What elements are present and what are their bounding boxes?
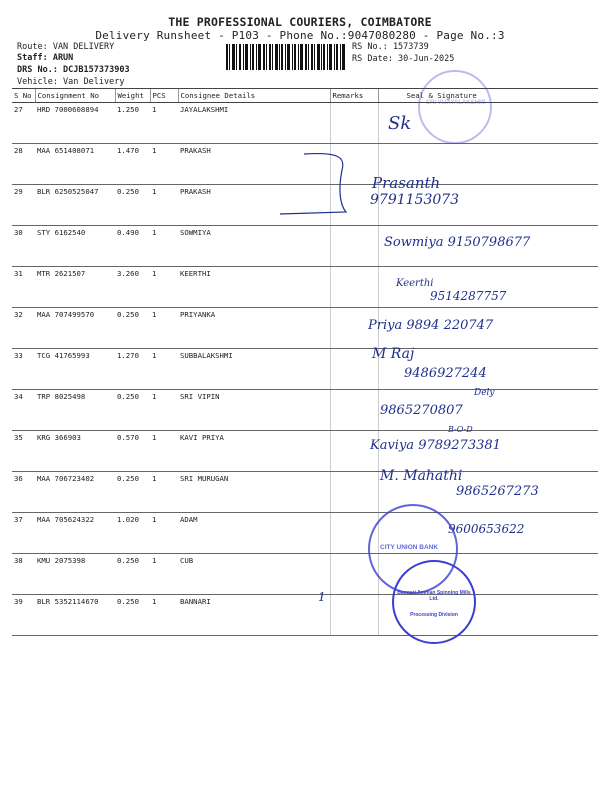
cell-sno: 32 <box>12 308 35 349</box>
table-row <box>12 595 598 636</box>
cell-consignee: KEERTHI <box>178 267 330 308</box>
stamp-27 <box>418 70 492 144</box>
cell-consignee: JAYALAKSHMI <box>178 103 330 144</box>
cell-consignee: PRAKASH <box>178 185 330 226</box>
cell-pcs: 1 <box>150 308 178 349</box>
cell-sno: 35 <box>12 431 35 472</box>
cell-remarks <box>330 390 378 431</box>
company-title: THE PROFESSIONAL COURIERS, COIMBATORE <box>168 15 432 29</box>
remark-39: 1 <box>318 590 326 604</box>
cell-weight: 0.250 <box>115 185 150 226</box>
cell-sno: 33 <box>12 349 35 390</box>
stamp-27-text: SRI VIJAYALAKSHMI <box>426 100 486 106</box>
vehicle-label: Vehicle: Van Delivery <box>17 77 125 87</box>
cell-remarks <box>330 103 378 144</box>
cell-consignee: PRIYANKA <box>178 308 330 349</box>
table-header-row <box>12 89 598 103</box>
cell-consignment-no: HRD 7000608894 <box>35 103 115 144</box>
cell-consignment-no: BLR 6250525047 <box>35 185 115 226</box>
stamp-37-text: CITY UNION BANK <box>380 544 439 551</box>
route-label: Route: VAN DELIVERY <box>17 42 115 52</box>
cell-consignee: SOWMIYA <box>178 226 330 267</box>
table-row <box>12 390 598 431</box>
signature-34-note: Dely <box>474 388 495 398</box>
cell-remarks <box>330 349 378 390</box>
cell-consignment-no: MAA 651408071 <box>35 144 115 185</box>
signature-33-initial: M Raj <box>372 346 415 362</box>
cell-weight: 1.470 <box>115 144 150 185</box>
cell-weight: 1.270 <box>115 349 150 390</box>
cell-sno: 39 <box>12 595 35 636</box>
cell-weight: 1.250 <box>115 103 150 144</box>
cell-weight: 0.250 <box>115 595 150 636</box>
cell-sno: 28 <box>12 144 35 185</box>
col-header-sno: S No <box>12 89 35 103</box>
signature-29-name: Prasanth <box>372 174 441 192</box>
col-header-remarks: Remarks <box>330 89 378 103</box>
cell-consignment-no: STY 6162540 <box>35 226 115 267</box>
signature-27: Sk <box>388 113 412 134</box>
stamp-39-inner: Processing Division <box>410 612 458 618</box>
table-row <box>12 431 598 472</box>
cell-sno: 38 <box>12 554 35 595</box>
runsheet-subtitle: Delivery Runsheet - P103 - Phone No.:9047080280 - Page No.:3 <box>95 29 505 42</box>
cell-remarks <box>330 226 378 267</box>
col-header-pcs: PCS <box>150 89 178 103</box>
cell-consignee: KAVI PRIYA <box>178 431 330 472</box>
stamp-39 <box>392 560 476 644</box>
cell-sno: 30 <box>12 226 35 267</box>
cell-pcs: 1 <box>150 185 178 226</box>
cell-pcs: 1 <box>150 472 178 513</box>
barcode-icon <box>226 44 346 70</box>
table-row <box>12 267 598 308</box>
cell-consignment-no: KRG 366903 <box>35 431 115 472</box>
stamp-39-text: Bannari Amman Spinning Mills Ltd. <box>397 590 471 602</box>
cell-consignment-no: MAA 707499570 <box>35 308 115 349</box>
cell-remarks <box>330 595 378 636</box>
cell-pcs: 1 <box>150 103 178 144</box>
cell-pcs: 1 <box>150 144 178 185</box>
cell-pcs: 1 <box>150 431 178 472</box>
cell-consignee: ADAM <box>178 513 330 554</box>
cell-sno: 27 <box>12 103 35 144</box>
cell-weight: 0.250 <box>115 554 150 595</box>
cell-sno: 34 <box>12 390 35 431</box>
table-row <box>12 308 598 349</box>
signature-32: Priya 9894 220747 <box>368 318 494 333</box>
cell-weight: 0.570 <box>115 431 150 472</box>
cell-pcs: 1 <box>150 390 178 431</box>
cell-consignee: CUB <box>178 554 330 595</box>
table-row <box>12 554 598 595</box>
staff-label: Staff: ARUN <box>17 53 74 63</box>
signature-35: Kaviya 9789273381 <box>370 438 501 453</box>
cell-remarks <box>330 472 378 513</box>
rs-number: RS No.: 1573739 <box>352 42 429 52</box>
cell-consignment-no: MTR 2621507 <box>35 267 115 308</box>
col-header-weight: Weight <box>115 89 150 103</box>
cell-consignee: SUBBALAKSHMI <box>178 349 330 390</box>
cell-weight: 3.260 <box>115 267 150 308</box>
col-header-signature: Seal & Signature <box>378 89 598 103</box>
cell-sno: 31 <box>12 267 35 308</box>
cell-weight: 1.020 <box>115 513 150 554</box>
col-header-consignment: Consignment No <box>35 89 115 103</box>
cell-consignment-no: TCG 41765993 <box>35 349 115 390</box>
signature-33-phone: 9486927244 <box>404 366 487 381</box>
cell-weight: 0.250 <box>115 472 150 513</box>
cell-consignee: SRI MURUGAN <box>178 472 330 513</box>
table-row <box>12 349 598 390</box>
signature-34-phone: 9865270807 <box>380 403 463 418</box>
cell-pcs: 1 <box>150 554 178 595</box>
line-29-ink <box>276 150 356 220</box>
cell-pcs: 1 <box>150 349 178 390</box>
cell-pcs: 1 <box>150 513 178 554</box>
cell-weight: 0.250 <box>115 390 150 431</box>
cell-consignee: PRAKASH <box>178 144 330 185</box>
cell-weight: 0.250 <box>115 308 150 349</box>
signature-30: Sowmiya 9150798677 <box>384 235 531 250</box>
cell-pcs: 1 <box>150 267 178 308</box>
cell-consignment-no: MAA 705624322 <box>35 513 115 554</box>
rs-date: RS Date: 30-Jun-2025 <box>352 54 455 64</box>
cell-consignee: BANNARI <box>178 595 330 636</box>
signature-31-phone: 9514287757 <box>430 289 507 303</box>
cell-weight: 0.490 <box>115 226 150 267</box>
cell-sno: 29 <box>12 185 35 226</box>
cell-consignee: SRI VIPIN <box>178 390 330 431</box>
signature-29-phone: 9791153073 <box>370 192 460 208</box>
cell-consignment-no: TRP 8025498 <box>35 390 115 431</box>
signature-36-name: M. Mahathi <box>380 468 463 484</box>
drs-number: DRS No.: DCJB157373903 <box>17 65 130 75</box>
cell-pcs: 1 <box>150 226 178 267</box>
cell-sno: 37 <box>12 513 35 554</box>
cell-consignment-no: BLR 5352114670 <box>35 595 115 636</box>
signature-35-note: B-O-D <box>448 425 473 434</box>
cell-remarks <box>330 267 378 308</box>
cell-sno: 36 <box>12 472 35 513</box>
signature-31-name: Keerthi <box>396 278 434 289</box>
cell-pcs: 1 <box>150 595 178 636</box>
signature-37: 9600653622 <box>448 522 525 536</box>
signature-36-phone: 9865267273 <box>456 484 539 499</box>
col-header-consignee: Consignee Details <box>178 89 330 103</box>
table-row <box>12 103 598 144</box>
cell-consignment-no: MAA 706723402 <box>35 472 115 513</box>
cell-consignment-no: KMU 2075398 <box>35 554 115 595</box>
